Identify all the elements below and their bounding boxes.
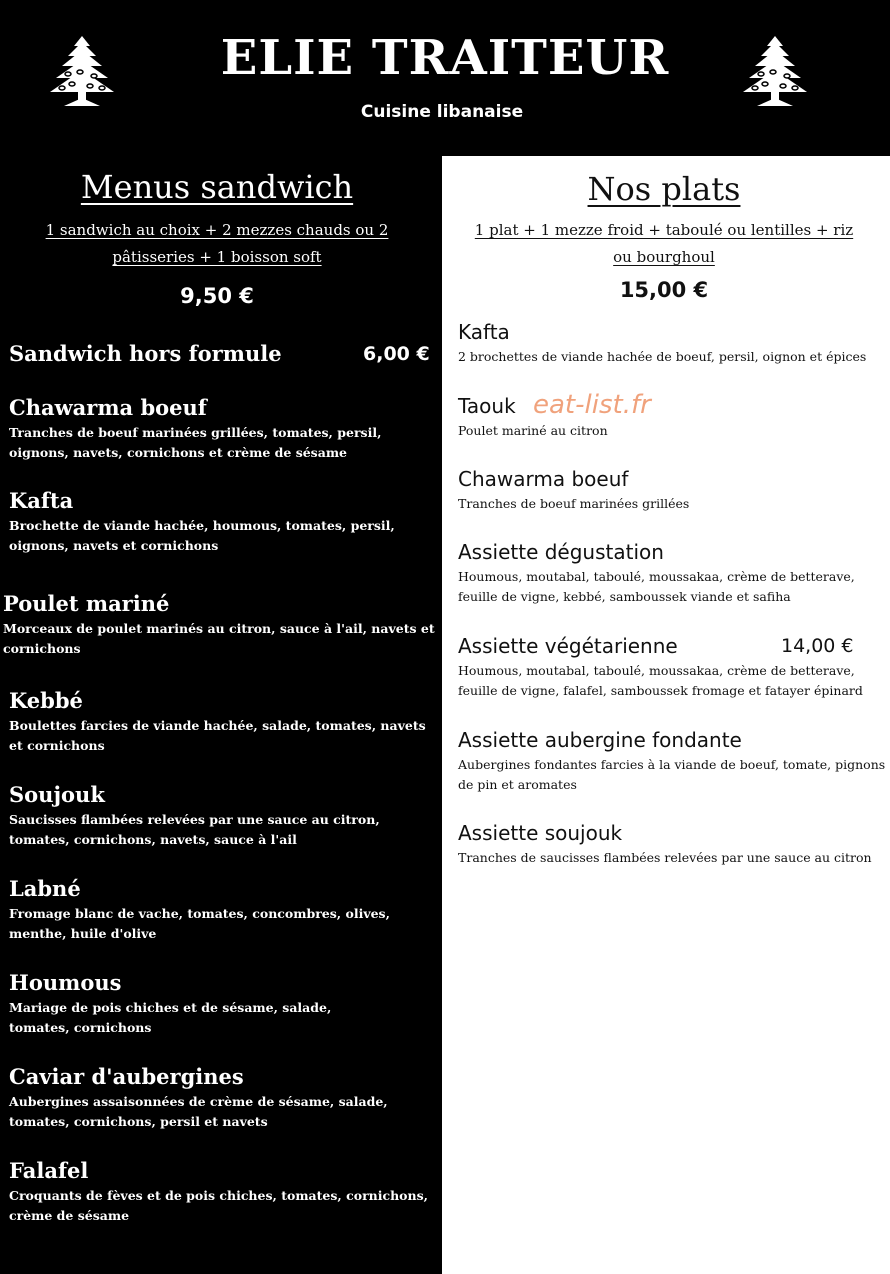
sandwich-formula-price: 9,50 € <box>180 284 254 308</box>
item-name: Chawarma boeuf <box>458 467 629 491</box>
plates-formula-price: 15,00 € <box>619 278 709 302</box>
menu-item <box>9 1158 434 1226</box>
item-name: Assiette végétarienne <box>458 634 678 658</box>
item-name: Falafel <box>9 1158 89 1183</box>
item-description: Aubergines fondantes farcies à la viande de boeuf, tomate, pignons de pin et aromates <box>458 757 886 792</box>
item-name: Assiette soujouk <box>458 821 623 845</box>
menu-item <box>458 820 888 868</box>
menu-item <box>9 970 389 1038</box>
plates-formula-desc <box>442 217 886 271</box>
restaurant-name: ELIE TRAITEUR <box>220 30 670 86</box>
item-description: Croquants de fèves et de pois chiches, tomates, cornichons, crème de sésame <box>9 1188 429 1223</box>
item-description: Poulet mariné au citron <box>458 423 608 438</box>
item-name: Assiette aubergine fondante <box>458 728 742 752</box>
restaurant-subtitle: Cuisine libanaise <box>360 102 524 122</box>
sandwich-menu-panel <box>0 156 442 1274</box>
item-description: Houmous, moutabal, taboulé, moussakaa, crème de betterave, feuille de vigne, kebbé, samboussek viande et safiha <box>458 569 855 604</box>
item-name: Sandwich hors formule <box>9 341 282 366</box>
menu-item <box>3 591 439 659</box>
item-name: Taouk <box>458 394 516 418</box>
item-description: Houmous, moutabal, taboulé, moussakaa, crème de betterave, feuille de vigne, falafel, samboussek fromage et fatayer épinard <box>458 663 863 698</box>
item-description: Fromage blanc de vache, tomates, concombres, olives, menthe, huile d'olive <box>9 906 390 941</box>
item-description: Aubergines assaisonnées de crème de sésame, salade, tomates, cornichons, persil et navets <box>9 1094 388 1129</box>
menu-item <box>458 466 888 514</box>
item-name: Chawarma boeuf <box>9 395 207 420</box>
watermark-text: eat-list.fr <box>533 390 651 420</box>
item-name: Soujouk <box>9 782 105 807</box>
menu-item <box>458 393 888 441</box>
menu-item <box>458 727 888 795</box>
section-title-plates: Nos plats <box>587 170 741 208</box>
item-description: Tranches de boeuf marinées grillées, tomates, persil, oignons, navets, cornichons et crème de sésame <box>9 425 382 460</box>
item-name: Kafta <box>458 320 510 344</box>
menu-item <box>458 319 888 367</box>
sandwich-formula-line: 1 sandwich au choix + 2 mezzes chauds ou 2 <box>45 221 389 239</box>
menu-item <box>9 395 434 463</box>
menu-item <box>458 539 888 607</box>
sandwich-formula-line: pâtisseries + 1 boisson soft <box>112 248 322 266</box>
plates-formula-line: 1 plat + 1 mezze froid + taboulé ou lentilles + riz <box>474 221 854 239</box>
item-name: Kebbé <box>9 688 83 713</box>
item-description: Tranches de boeuf marinées grillées <box>458 496 690 511</box>
item-price: 14,00 € <box>781 635 854 657</box>
sandwich-formula-desc <box>0 217 434 271</box>
section-title-sandwich: Menus sandwich <box>80 168 354 206</box>
item-name: Caviar d'aubergines <box>9 1064 244 1089</box>
cedar-tree-icon <box>737 34 813 110</box>
item-description: Tranches de saucisses flambées relevées par une sauce au citron <box>458 850 872 865</box>
item-name: Poulet mariné <box>3 591 170 616</box>
item-price: 6,00 € <box>363 343 430 365</box>
menu-item <box>9 782 429 850</box>
plates-formula-line: ou bourghoul <box>613 248 715 266</box>
item-description: Morceaux de poulet marinés au citron, sauce à l'ail, navets et cornichons <box>3 621 435 656</box>
item-name: Labné <box>9 876 81 901</box>
item-name: Assiette dégustation <box>458 540 664 564</box>
menu-item <box>9 876 434 944</box>
item-description: 2 brochettes de viande hachée de boeuf, persil, oignon et épices <box>458 349 867 364</box>
plates-menu-panel <box>442 156 890 1274</box>
menu-item <box>9 488 434 556</box>
item-description: Saucisses flambées relevées par une sauce au citron, tomates, cornichons, navets, sauce à l'ail <box>9 812 380 847</box>
item-description: Mariage de pois chiches et de sésame, salade, tomates, cornichons <box>9 1000 332 1035</box>
menu-item <box>9 1064 434 1132</box>
header <box>0 0 890 156</box>
item-name: Kafta <box>9 488 74 513</box>
item-description: Brochette de viande hachée, houmous, tomates, persil, oignons, navets et cornichons <box>9 518 395 553</box>
item-name: Houmous <box>9 970 122 995</box>
menu-item <box>9 688 429 756</box>
item-description: Boulettes farcies de viande hachée, salade, tomates, navets et cornichons <box>9 718 426 753</box>
